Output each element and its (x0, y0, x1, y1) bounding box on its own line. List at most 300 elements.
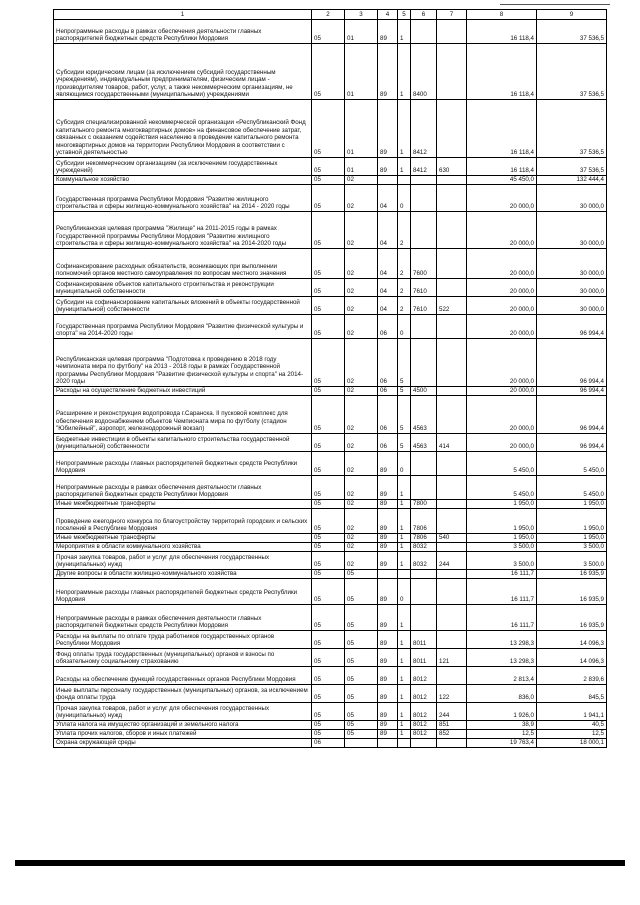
amount-year1-cell: 836,0 (467, 685, 537, 703)
amount-year2-cell: 1 941,1 (537, 703, 607, 721)
table-row (54, 509, 607, 534)
program-code-cell: 06 (378, 434, 398, 452)
subprogram-code-cell: 1 (398, 667, 411, 685)
subprogram-code-cell: 0 (398, 579, 411, 605)
subsection-code-cell: 05 (345, 570, 378, 579)
subsection-code-cell: 05 (345, 685, 378, 703)
table-row (54, 434, 607, 452)
expense-type-cell (437, 452, 467, 476)
section-code-cell: 05 (312, 605, 345, 631)
subsection-code-cell: 02 (345, 176, 378, 185)
amount-year1-cell: 20 000,0 (467, 279, 537, 297)
expense-name-cell: Государственная программа Республики Мордовия "Развитие жилищного строительства и сферы жилищно-коммунального хозяйства" на 2014 - 2020 годы (54, 185, 312, 212)
section-code-cell: 05 (312, 212, 345, 249)
header-cell: 9 (537, 10, 607, 20)
table-row (54, 721, 607, 730)
subprogram-code-cell: 5 (398, 434, 411, 452)
expense-type-cell (437, 44, 467, 100)
expense-name-cell: Субсидии некоммерческим организациям (за исключением государственных учреждений) (54, 158, 312, 176)
amount-year1-cell: 20 000,0 (467, 315, 537, 339)
direction-code-cell (411, 20, 437, 44)
program-code-cell: 89 (378, 649, 398, 667)
subprogram-code-cell: 1 (398, 500, 411, 509)
subprogram-code-cell: 0 (398, 452, 411, 476)
amount-year2-cell: 3 500,0 (537, 543, 607, 552)
amount-year2-cell: 37 536,5 (537, 20, 607, 44)
subsection-code-cell: 01 (345, 44, 378, 100)
amount-year2-cell: 16 935,9 (537, 579, 607, 605)
section-code-cell: 05 (312, 534, 345, 543)
amount-year2-cell: 14 096,3 (537, 631, 607, 649)
table-row (54, 685, 607, 703)
subprogram-code-cell: 5 (398, 396, 411, 434)
expense-type-cell: 244 (437, 552, 467, 570)
direction-code-cell (411, 570, 437, 579)
program-code-cell: 89 (378, 534, 398, 543)
section-code-cell: 05 (312, 396, 345, 434)
subprogram-code-cell: 1 (398, 158, 411, 176)
section-code-cell: 05 (312, 387, 345, 396)
section-code-cell: 05 (312, 476, 345, 500)
table-row (54, 605, 607, 631)
program-code-cell: 06 (378, 387, 398, 396)
amount-year2-cell: 96 994,4 (537, 339, 607, 387)
direction-code-cell: 8011 (411, 649, 437, 667)
direction-code-cell: 8400 (411, 44, 437, 100)
subprogram-code-cell: 1 (398, 631, 411, 649)
subsection-code-cell: 05 (345, 703, 378, 721)
table-row (54, 570, 607, 579)
subsection-code-cell: 02 (345, 452, 378, 476)
subsection-code-cell: 02 (345, 297, 378, 315)
direction-code-cell (411, 739, 437, 748)
table-row (54, 649, 607, 667)
direction-code-cell: 4500 (411, 387, 437, 396)
expense-type-cell (437, 185, 467, 212)
expense-type-cell (437, 631, 467, 649)
header-cell: 2 (312, 10, 345, 20)
direction-code-cell: 7800 (411, 500, 437, 509)
amount-year1-cell: 20 000,0 (467, 434, 537, 452)
program-code-cell: 89 (378, 452, 398, 476)
amount-year1-cell: 20 000,0 (467, 212, 537, 249)
section-code-cell: 05 (312, 543, 345, 552)
expense-name-cell: Непрограммные расходы главных распорядителей бюджетных средств Республики Мордовия (54, 452, 312, 476)
expense-type-cell (437, 339, 467, 387)
table-header-row (54, 10, 607, 20)
expense-name-cell: Непрограммные расходы в рамках обеспечения деятельности главных распорядителей бюджетных средств Республики Мордовия (54, 605, 312, 631)
program-code-cell: 89 (378, 631, 398, 649)
table-row (54, 185, 607, 212)
program-code-cell: 89 (378, 500, 398, 509)
subprogram-code-cell: 1 (398, 605, 411, 631)
amount-year2-cell: 3 500,0 (537, 552, 607, 570)
subprogram-code-cell (398, 176, 411, 185)
subsection-code-cell: 01 (345, 158, 378, 176)
amount-year2-cell: 12,5 (537, 730, 607, 739)
subprogram-code-cell: 1 (398, 509, 411, 534)
amount-year1-cell: 20 000,0 (467, 297, 537, 315)
expense-name-cell: Непрограммные расходы главных распорядителей бюджетных средств Республики Мордовия (54, 579, 312, 605)
table-row (54, 44, 607, 100)
subprogram-code-cell: 2 (398, 212, 411, 249)
section-code-cell: 05 (312, 570, 345, 579)
subsection-code-cell: 02 (345, 552, 378, 570)
amount-year1-cell: 1 926,0 (467, 703, 537, 721)
program-code-cell: 89 (378, 703, 398, 721)
amount-year2-cell: 16 935,9 (537, 605, 607, 631)
table-row (54, 100, 607, 158)
amount-year2-cell: 30 000,0 (537, 297, 607, 315)
direction-code-cell: 8012 (411, 685, 437, 703)
program-code-cell: 06 (378, 396, 398, 434)
amount-year1-cell: 20 000,0 (467, 185, 537, 212)
direction-code-cell (411, 452, 437, 476)
expense-name-cell: Мероприятия в области коммунального хозяйства (54, 543, 312, 552)
table-row (54, 500, 607, 509)
amount-year2-cell: 132 444,4 (537, 176, 607, 185)
table-row (54, 703, 607, 721)
amount-year1-cell: 20 000,0 (467, 387, 537, 396)
bottom-rule (15, 860, 625, 866)
subprogram-code-cell: 1 (398, 703, 411, 721)
section-code-cell: 05 (312, 20, 345, 44)
expense-name-cell: Иные межбюджетные трансферты (54, 534, 312, 543)
amount-year2-cell: 37 536,5 (537, 158, 607, 176)
subsection-code-cell: 02 (345, 509, 378, 534)
direction-code-cell (411, 185, 437, 212)
subsection-code-cell: 02 (345, 387, 378, 396)
direction-code-cell: 8412 (411, 100, 437, 158)
expense-type-cell: 540 (437, 534, 467, 543)
amount-year1-cell: 13 298,3 (467, 649, 537, 667)
amount-year1-cell: 20 000,0 (467, 339, 537, 387)
amount-year2-cell: 96 994,4 (537, 396, 607, 434)
direction-code-cell: 7610 (411, 279, 437, 297)
section-code-cell: 05 (312, 315, 345, 339)
subsection-code-cell: 05 (345, 730, 378, 739)
subsection-code-cell: 01 (345, 20, 378, 44)
subprogram-code-cell: 2 (398, 279, 411, 297)
amount-year1-cell: 5 450,0 (467, 476, 537, 500)
direction-code-cell (411, 605, 437, 631)
expense-type-cell: 522 (437, 297, 467, 315)
subprogram-code-cell: 2 (398, 297, 411, 315)
subsection-code-cell: 05 (345, 649, 378, 667)
program-code-cell: 89 (378, 730, 398, 739)
subprogram-code-cell: 0 (398, 315, 411, 339)
amount-year2-cell: 37 536,5 (537, 44, 607, 100)
expense-type-cell: 630 (437, 158, 467, 176)
direction-code-cell: 4563 (411, 434, 437, 452)
direction-code-cell (411, 176, 437, 185)
table-row (54, 730, 607, 739)
amount-year1-cell: 19 763,4 (467, 739, 537, 748)
amount-year1-cell: 20 000,0 (467, 396, 537, 434)
expense-name-cell: Иные межбюджетные трансферты (54, 500, 312, 509)
expense-type-cell: 244 (437, 703, 467, 721)
table-row (54, 667, 607, 685)
subprogram-code-cell: 1 (398, 552, 411, 570)
amount-year2-cell: 1 950,0 (537, 500, 607, 509)
section-code-cell: 05 (312, 579, 345, 605)
subsection-code-cell: 02 (345, 434, 378, 452)
expense-name-cell: Иные выплаты персоналу государственных (муниципальных) органов, за исключением фонда оплаты труда (54, 685, 312, 703)
table-row (54, 579, 607, 605)
corner-mark (500, 0, 610, 5)
direction-code-cell (411, 315, 437, 339)
header-cell: 5 (398, 10, 411, 20)
amount-year1-cell: 1 950,0 (467, 534, 537, 543)
direction-code-cell: 8012 (411, 721, 437, 730)
expense-name-cell: Прочая закупка товаров, работ и услуг для обеспечения государственных (муниципальных) нужд (54, 703, 312, 721)
subsection-code-cell: 05 (345, 667, 378, 685)
direction-code-cell: 8012 (411, 730, 437, 739)
expense-name-cell: Расходы на выплаты по оплате труда работников государственных органов Республики Мордовия (54, 631, 312, 649)
expense-type-cell (437, 605, 467, 631)
expense-name-cell: Охрана окружающей среды (54, 739, 312, 748)
subsection-code-cell: 02 (345, 185, 378, 212)
section-code-cell: 05 (312, 44, 345, 100)
subprogram-code-cell: 1 (398, 100, 411, 158)
amount-year1-cell: 16 118,4 (467, 158, 537, 176)
section-code-cell: 05 (312, 730, 345, 739)
expense-name-cell: Республиканская целевая программа "Жилище" на 2011-2015 годы в рамках Государственной программы Республики Мордовия "Развитие жилищного строительства и сферы жилищно-коммунального хозяйства" на 2014-2020 годы (54, 212, 312, 249)
amount-year2-cell: 2 839,6 (537, 667, 607, 685)
expense-name-cell: Непрограммные расходы в рамках обеспечения деятельности главных распорядителей бюджетных средств Республики Мордовия (54, 20, 312, 44)
amount-year2-cell: 14 096,3 (537, 649, 607, 667)
table-row (54, 249, 607, 279)
section-code-cell: 05 (312, 158, 345, 176)
section-code-cell: 05 (312, 185, 345, 212)
subsection-code-cell: 02 (345, 339, 378, 387)
expense-type-cell (437, 20, 467, 44)
expense-name-cell: Расходы на осуществление бюджетных инвестиций (54, 387, 312, 396)
expense-type-cell (437, 315, 467, 339)
amount-year1-cell: 16 111,7 (467, 570, 537, 579)
expense-type-cell: 122 (437, 685, 467, 703)
expense-type-cell (437, 249, 467, 279)
table-row (54, 543, 607, 552)
subprogram-code-cell: 1 (398, 721, 411, 730)
program-code-cell: 89 (378, 509, 398, 534)
expense-name-cell: Бюджетные инвестиции в объекты капитального строительства государственной (муниципальной) собственности (54, 434, 312, 452)
table-row (54, 339, 607, 387)
section-code-cell: 05 (312, 703, 345, 721)
expense-name-cell: Проведение ежегодного конкурса по благоустройству территорий городских и сельских поселений в Республике Мордовия (54, 509, 312, 534)
direction-code-cell: 7610 (411, 297, 437, 315)
section-code-cell: 05 (312, 279, 345, 297)
expense-name-cell: Прочая закупка товаров, работ и услуг для обеспечения государственных (муниципальных) нужд (54, 552, 312, 570)
amount-year1-cell: 3 500,0 (467, 552, 537, 570)
subsection-code-cell: 02 (345, 543, 378, 552)
expense-name-cell: Расширение и реконструкция водопровода г.Саранска. II пусковой комплекс для обеспечения водоснабжением объектов Чемпионата мира по футболу (стадион "Юбилейный", аэропорт, железнодорожный вокзал) (54, 396, 312, 434)
subprogram-code-cell: 1 (398, 534, 411, 543)
direction-code-cell: 7806 (411, 534, 437, 543)
direction-code-cell: 8011 (411, 631, 437, 649)
expense-name-cell: Республиканская целевая программа "Подготовка к проведению в 2018 году чемпионата мира по футболу" на 2013 - 2018 годы в рамках Государственной программы Республики Мордовия "Развитие физической культуры и спорта" на 2014-2020 годы (54, 339, 312, 387)
subprogram-code-cell: 2 (398, 249, 411, 279)
program-code-cell: 89 (378, 721, 398, 730)
expense-type-cell: 852 (437, 730, 467, 739)
direction-code-cell: 8032 (411, 552, 437, 570)
expense-name-cell: Софинансирование расходных обязательств, возникающих при выполнении полномочий органов местного самоуправления по вопросам местного значения (54, 249, 312, 279)
subprogram-code-cell: 0 (398, 185, 411, 212)
amount-year2-cell: 5 450,0 (537, 452, 607, 476)
subsection-code-cell: 02 (345, 396, 378, 434)
expense-type-cell (437, 279, 467, 297)
subprogram-code-cell: 5 (398, 387, 411, 396)
subsection-code-cell: 05 (345, 605, 378, 631)
subsection-code-cell: 05 (345, 721, 378, 730)
table-row (54, 534, 607, 543)
subprogram-code-cell: 5 (398, 339, 411, 387)
amount-year1-cell: 13 298,3 (467, 631, 537, 649)
table-row (54, 297, 607, 315)
section-code-cell: 05 (312, 339, 345, 387)
amount-year1-cell: 5 450,0 (467, 452, 537, 476)
section-code-cell: 05 (312, 685, 345, 703)
program-code-cell: 89 (378, 20, 398, 44)
expense-type-cell: 414 (437, 434, 467, 452)
program-code-cell: 89 (378, 100, 398, 158)
program-code-cell: 04 (378, 249, 398, 279)
expense-type-cell: 851 (437, 721, 467, 730)
subsection-code-cell: 01 (345, 100, 378, 158)
program-code-cell (378, 570, 398, 579)
expense-type-cell (437, 579, 467, 605)
table-row (54, 387, 607, 396)
table-row (54, 176, 607, 185)
program-code-cell: 06 (378, 315, 398, 339)
amount-year1-cell: 3 500,0 (467, 543, 537, 552)
amount-year1-cell: 38,9 (467, 721, 537, 730)
header-cell: 6 (411, 10, 437, 20)
program-code-cell: 04 (378, 279, 398, 297)
subsection-code-cell (345, 739, 378, 748)
expense-name-cell: Государственная программа Республики Мордовия "Развитие физической культуры и спорта" на 2014-2020 годы (54, 315, 312, 339)
expense-name-cell: Уплата прочих налогов, сборов и иных платежей (54, 730, 312, 739)
program-code-cell: 89 (378, 685, 398, 703)
section-code-cell: 05 (312, 552, 345, 570)
budget-table (53, 9, 607, 748)
section-code-cell: 05 (312, 434, 345, 452)
program-code-cell: 89 (378, 579, 398, 605)
subsection-code-cell: 02 (345, 500, 378, 509)
subsection-code-cell: 02 (345, 279, 378, 297)
program-code-cell: 04 (378, 212, 398, 249)
program-code-cell: 04 (378, 185, 398, 212)
expense-type-cell: 121 (437, 649, 467, 667)
subprogram-code-cell: 1 (398, 44, 411, 100)
amount-year2-cell: 37 536,5 (537, 100, 607, 158)
direction-code-cell: 8032 (411, 543, 437, 552)
section-code-cell: 05 (312, 500, 345, 509)
direction-code-cell: 8412 (411, 158, 437, 176)
table-row (54, 315, 607, 339)
expense-type-cell (437, 500, 467, 509)
section-code-cell: 05 (312, 452, 345, 476)
direction-code-cell: 8012 (411, 703, 437, 721)
section-code-cell: 05 (312, 249, 345, 279)
amount-year2-cell: 96 994,4 (537, 315, 607, 339)
direction-code-cell (411, 579, 437, 605)
expense-name-cell: Коммунальное хозяйство (54, 176, 312, 185)
header-cell: 3 (345, 10, 378, 20)
amount-year1-cell: 16 111,7 (467, 605, 537, 631)
amount-year1-cell: 2 813,4 (467, 667, 537, 685)
expense-name-cell: Субсидия специализированной некоммерческой организации «Республиканский Фонд капитального ремонта многоквартирных домов» на финансовое обеспечение затрат, связанных с оказанием содействия населению в проведении капитального ремонта многоквартирных домов на территории Республики Мордовия в соответствии с уставной деятельностью (54, 100, 312, 158)
subprogram-code-cell: 1 (398, 730, 411, 739)
direction-code-cell (411, 339, 437, 387)
amount-year2-cell: 30 000,0 (537, 212, 607, 249)
section-code-cell: 05 (312, 297, 345, 315)
expense-name-cell: Субсидии на софинансирование капитальных вложений в объекты государственной (муниципальной) собственности (54, 297, 312, 315)
header-cell: 7 (437, 10, 467, 20)
subsection-code-cell: 02 (345, 212, 378, 249)
amount-year2-cell: 845,5 (537, 685, 607, 703)
table-body (54, 20, 607, 748)
amount-year2-cell: 30 000,0 (537, 249, 607, 279)
program-code-cell: 89 (378, 158, 398, 176)
table-row (54, 279, 607, 297)
amount-year2-cell: 5 450,0 (537, 476, 607, 500)
table-row (54, 396, 607, 434)
table-row (54, 212, 607, 249)
program-code-cell: 89 (378, 667, 398, 685)
subsection-code-cell: 02 (345, 315, 378, 339)
section-code-cell: 05 (312, 176, 345, 185)
expense-type-cell (437, 739, 467, 748)
amount-year1-cell: 20 000,0 (467, 249, 537, 279)
program-code-cell: 06 (378, 339, 398, 387)
subprogram-code-cell: 1 (398, 543, 411, 552)
amount-year2-cell: 40,5 (537, 721, 607, 730)
program-code-cell: 89 (378, 552, 398, 570)
amount-year2-cell: 96 994,4 (537, 387, 607, 396)
section-code-cell: 05 (312, 721, 345, 730)
amount-year1-cell: 1 950,0 (467, 509, 537, 534)
expense-name-cell: Непрограммные расходы в рамках обеспечения деятельности главных распорядителей бюджетных средств Республики Мордовия (54, 476, 312, 500)
section-code-cell: 06 (312, 739, 345, 748)
subprogram-code-cell: 1 (398, 649, 411, 667)
table-row (54, 476, 607, 500)
direction-code-cell (411, 212, 437, 249)
expense-type-cell (437, 476, 467, 500)
amount-year1-cell: 16 118,4 (467, 44, 537, 100)
section-code-cell: 05 (312, 509, 345, 534)
expense-type-cell (437, 396, 467, 434)
expense-name-cell: Фонд оплаты труда государственных (муниципальных) органов и взносы по обязательному социальному страхованию (54, 649, 312, 667)
expense-name-cell: Другие вопросы в области жилищно-коммунального хозяйства (54, 570, 312, 579)
program-code-cell: 89 (378, 543, 398, 552)
subprogram-code-cell (398, 739, 411, 748)
expense-type-cell (437, 667, 467, 685)
expense-name-cell: Уплата налога на имущество организаций и земельного налога (54, 721, 312, 730)
subsection-code-cell: 02 (345, 476, 378, 500)
subprogram-code-cell (398, 570, 411, 579)
subsection-code-cell: 05 (345, 631, 378, 649)
section-code-cell: 05 (312, 631, 345, 649)
amount-year1-cell: 16 111,7 (467, 579, 537, 605)
expense-type-cell (437, 543, 467, 552)
subsection-code-cell: 05 (345, 579, 378, 605)
expense-type-cell (437, 100, 467, 158)
amount-year2-cell: 1 950,0 (537, 534, 607, 543)
section-code-cell: 05 (312, 649, 345, 667)
amount-year2-cell: 96 994,4 (537, 434, 607, 452)
header-cell: 8 (467, 10, 537, 20)
